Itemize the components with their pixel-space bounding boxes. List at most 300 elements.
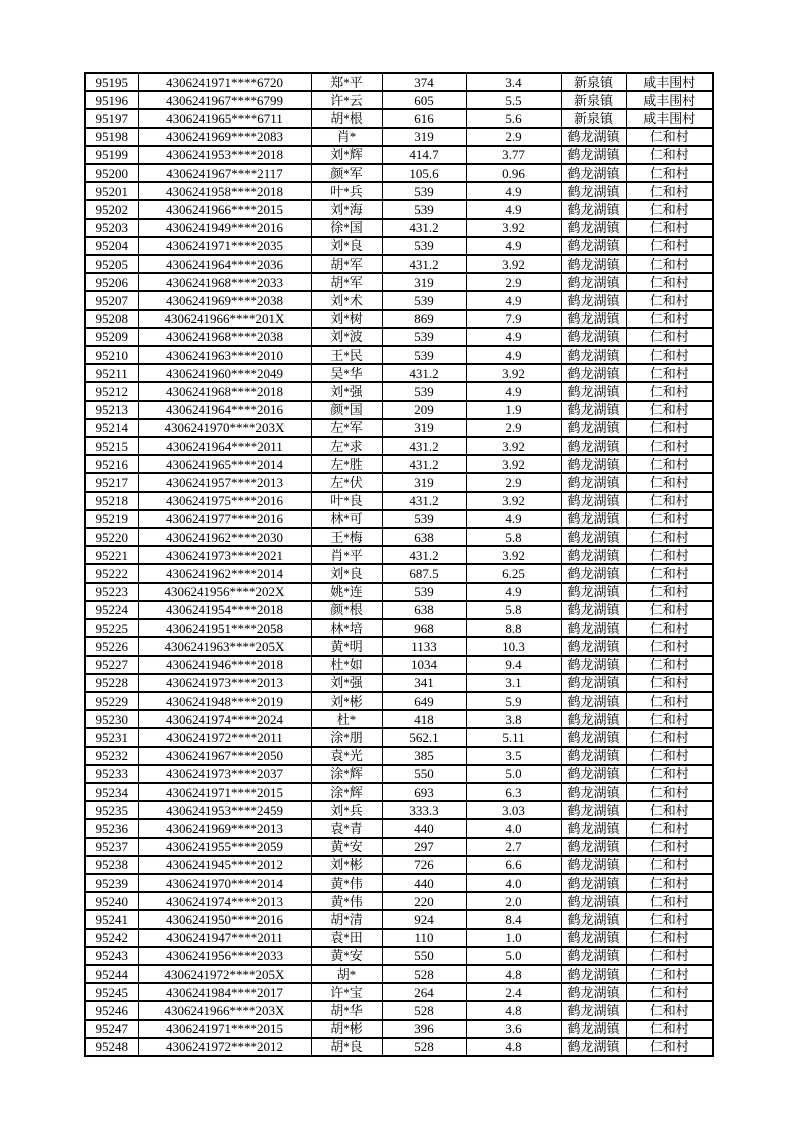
table-cell-serial-number: 95203: [85, 219, 138, 237]
table-cell-amount: 869: [382, 310, 466, 328]
table-cell-village: 仁和村: [626, 200, 713, 218]
table-cell-town: 鹤龙湖镇: [561, 783, 626, 801]
table-cell-masked-id-number: 4306241964****2016: [138, 401, 311, 419]
table-cell-masked-id-number: 4306241965****2014: [138, 455, 311, 473]
table-cell-village: 仁和村: [626, 364, 713, 382]
table-cell-village: 仁和村: [626, 637, 713, 655]
table-row: [85, 255, 713, 273]
table-cell-amount: 539: [382, 200, 466, 218]
roster-table-body: [85, 73, 713, 1056]
table-row: [85, 291, 713, 309]
table-cell-serial-number: 95197: [85, 109, 138, 127]
table-cell-village: 仁和村: [626, 401, 713, 419]
table-row: [85, 346, 713, 364]
table-cell-secondary-amount: 4.9: [466, 291, 561, 309]
table-cell-town: 新泉镇: [561, 91, 626, 109]
table-cell-masked-name: 胡*军: [311, 255, 382, 273]
table-cell-amount: 385: [382, 747, 466, 765]
table-cell-secondary-amount: 1.0: [466, 929, 561, 947]
table-cell-masked-name: 刘*术: [311, 291, 382, 309]
table-cell-town: 鹤龙湖镇: [561, 983, 626, 1001]
table-cell-masked-name: 胡*根: [311, 109, 382, 127]
table-cell-town: 鹤龙湖镇: [561, 200, 626, 218]
table-cell-masked-name: 胡*彬: [311, 1020, 382, 1038]
table-cell-town: 鹤龙湖镇: [561, 1038, 626, 1056]
table-row: [85, 1020, 713, 1038]
table-cell-town: 鹤龙湖镇: [561, 965, 626, 983]
table-cell-town: 鹤龙湖镇: [561, 838, 626, 856]
table-cell-secondary-amount: 3.77: [466, 146, 561, 164]
table-cell-town: 鹤龙湖镇: [561, 765, 626, 783]
table-cell-village: 仁和村: [626, 892, 713, 910]
table-cell-serial-number: 95201: [85, 182, 138, 200]
table-cell-town: 鹤龙湖镇: [561, 510, 626, 528]
table-cell-serial-number: 95213: [85, 401, 138, 419]
table-cell-masked-id-number: 4306241955****2059: [138, 838, 311, 856]
table-cell-masked-name: 颜*国: [311, 401, 382, 419]
table-cell-town: 鹤龙湖镇: [561, 747, 626, 765]
table-cell-secondary-amount: 6.6: [466, 856, 561, 874]
table-cell-town: 鹤龙湖镇: [561, 692, 626, 710]
table-cell-amount: 220: [382, 892, 466, 910]
table-cell-secondary-amount: 9.4: [466, 656, 561, 674]
table-cell-masked-id-number: 4306241968****2038: [138, 328, 311, 346]
table-cell-secondary-amount: 5.5: [466, 91, 561, 109]
table-cell-masked-id-number: 4306241977****2016: [138, 510, 311, 528]
table-cell-masked-name: 姚*连: [311, 583, 382, 601]
table-cell-masked-id-number: 4306241971****2015: [138, 1020, 311, 1038]
table-cell-serial-number: 95219: [85, 510, 138, 528]
table-row: [85, 838, 713, 856]
table-cell-town: 新泉镇: [561, 73, 626, 91]
table-cell-village: 仁和村: [626, 583, 713, 601]
table-cell-masked-id-number: 4306241972****2012: [138, 1038, 311, 1056]
table-cell-masked-name: 左*军: [311, 419, 382, 437]
table-row: [85, 564, 713, 582]
table-cell-serial-number: 95230: [85, 710, 138, 728]
table-cell-secondary-amount: 4.9: [466, 328, 561, 346]
table-cell-masked-id-number: 4306241965****6711: [138, 109, 311, 127]
table-cell-serial-number: 95244: [85, 965, 138, 983]
table-cell-masked-name: 刘*强: [311, 382, 382, 400]
table-cell-town: 鹤龙湖镇: [561, 1001, 626, 1019]
table-cell-town: 鹤龙湖镇: [561, 182, 626, 200]
table-cell-secondary-amount: 2.0: [466, 892, 561, 910]
table-cell-masked-id-number: 4306241950****2016: [138, 910, 311, 928]
table-row: [85, 874, 713, 892]
table-cell-village: 仁和村: [626, 1001, 713, 1019]
table-cell-town: 鹤龙湖镇: [561, 273, 626, 291]
table-cell-village: 仁和村: [626, 182, 713, 200]
table-cell-masked-name: 叶*良: [311, 492, 382, 510]
table-cell-secondary-amount: 2.9: [466, 473, 561, 491]
table-cell-serial-number: 95206: [85, 273, 138, 291]
table-cell-masked-id-number: 4306241973****2037: [138, 765, 311, 783]
table-row: [85, 910, 713, 928]
table-cell-town: 新泉镇: [561, 109, 626, 127]
table-cell-secondary-amount: 3.92: [466, 546, 561, 564]
table-cell-serial-number: 95199: [85, 146, 138, 164]
table-cell-masked-id-number: 4306241971****6720: [138, 73, 311, 91]
table-cell-amount: 968: [382, 619, 466, 637]
table-cell-village: 仁和村: [626, 273, 713, 291]
table-cell-masked-id-number: 4306241972****2011: [138, 728, 311, 746]
table-cell-serial-number: 95240: [85, 892, 138, 910]
table-cell-amount: 539: [382, 346, 466, 364]
table-row: [85, 310, 713, 328]
table-cell-amount: 431.2: [382, 437, 466, 455]
table-cell-town: 鹤龙湖镇: [561, 255, 626, 273]
table-cell-amount: 431.2: [382, 255, 466, 273]
table-cell-serial-number: 95226: [85, 637, 138, 655]
table-cell-village: 仁和村: [626, 874, 713, 892]
table-row: [85, 819, 713, 837]
table-cell-secondary-amount: 2.9: [466, 128, 561, 146]
table-cell-secondary-amount: 4.8: [466, 1001, 561, 1019]
table-cell-masked-id-number: 4306241960****2049: [138, 364, 311, 382]
table-row: [85, 91, 713, 109]
table-cell-secondary-amount: 8.4: [466, 910, 561, 928]
table-cell-town: 鹤龙湖镇: [561, 801, 626, 819]
table-cell-village: 仁和村: [626, 346, 713, 364]
table-cell-secondary-amount: 5.8: [466, 528, 561, 546]
table-cell-masked-id-number: 4306241947****2011: [138, 929, 311, 947]
table-cell-masked-name: 胡*: [311, 965, 382, 983]
table-cell-amount: 539: [382, 583, 466, 601]
table-cell-secondary-amount: 5.0: [466, 765, 561, 783]
table-cell-secondary-amount: 3.1: [466, 674, 561, 692]
table-cell-town: 鹤龙湖镇: [561, 619, 626, 637]
table-cell-masked-name: 涂*辉: [311, 765, 382, 783]
table-cell-town: 鹤龙湖镇: [561, 128, 626, 146]
table-cell-village: 仁和村: [626, 929, 713, 947]
table-cell-secondary-amount: 3.92: [466, 255, 561, 273]
table-cell-town: 鹤龙湖镇: [561, 310, 626, 328]
table-row: [85, 637, 713, 655]
table-cell-town: 鹤龙湖镇: [561, 1020, 626, 1038]
table-cell-secondary-amount: 3.92: [466, 219, 561, 237]
table-row: [85, 728, 713, 746]
table-cell-amount: 418: [382, 710, 466, 728]
table-cell-secondary-amount: 3.92: [466, 364, 561, 382]
table-cell-serial-number: 95228: [85, 674, 138, 692]
table-cell-village: 仁和村: [626, 747, 713, 765]
table-cell-amount: 528: [382, 1001, 466, 1019]
table-cell-village: 仁和村: [626, 710, 713, 728]
table-cell-amount: 605: [382, 91, 466, 109]
table-cell-secondary-amount: 5.9: [466, 692, 561, 710]
table-cell-secondary-amount: 0.96: [466, 164, 561, 182]
table-cell-serial-number: 95209: [85, 328, 138, 346]
table-row: [85, 382, 713, 400]
table-row: [85, 146, 713, 164]
table-cell-masked-name: 林*可: [311, 510, 382, 528]
table-cell-town: 鹤龙湖镇: [561, 219, 626, 237]
table-row: [85, 401, 713, 419]
table-cell-serial-number: 95221: [85, 546, 138, 564]
table-cell-masked-id-number: 4306241962****2014: [138, 564, 311, 582]
table-cell-masked-id-number: 4306241948****2019: [138, 692, 311, 710]
table-cell-masked-name: 刘*良: [311, 237, 382, 255]
table-row: [85, 619, 713, 637]
table-cell-village: 仁和村: [626, 291, 713, 309]
table-cell-amount: 1133: [382, 637, 466, 655]
table-cell-masked-name: 林*培: [311, 619, 382, 637]
table-cell-amount: 374: [382, 73, 466, 91]
table-cell-masked-name: 涂*辉: [311, 783, 382, 801]
table-cell-secondary-amount: 8.8: [466, 619, 561, 637]
table-row: [85, 1001, 713, 1019]
table-cell-serial-number: 95235: [85, 801, 138, 819]
table-cell-village: 仁和村: [626, 219, 713, 237]
table-cell-town: 鹤龙湖镇: [561, 401, 626, 419]
table-cell-masked-name: 袁*田: [311, 929, 382, 947]
table-cell-secondary-amount: 3.4: [466, 73, 561, 91]
table-row: [85, 237, 713, 255]
table-cell-town: 鹤龙湖镇: [561, 237, 626, 255]
table-cell-serial-number: 95229: [85, 692, 138, 710]
table-cell-village: 仁和村: [626, 947, 713, 965]
table-cell-secondary-amount: 3.03: [466, 801, 561, 819]
table-cell-serial-number: 95215: [85, 437, 138, 455]
table-row: [85, 947, 713, 965]
table-cell-amount: 105.6: [382, 164, 466, 182]
table-cell-village: 仁和村: [626, 765, 713, 783]
table-cell-secondary-amount: 4.8: [466, 965, 561, 983]
table-cell-town: 鹤龙湖镇: [561, 146, 626, 164]
table-cell-town: 鹤龙湖镇: [561, 291, 626, 309]
table-cell-amount: 431.2: [382, 455, 466, 473]
table-cell-masked-id-number: 4306241984****2017: [138, 983, 311, 1001]
table-cell-secondary-amount: 4.9: [466, 382, 561, 400]
table-cell-masked-id-number: 4306241958****2018: [138, 182, 311, 200]
table-cell-amount: 539: [382, 382, 466, 400]
table-cell-amount: 297: [382, 838, 466, 856]
table-cell-serial-number: 95205: [85, 255, 138, 273]
table-cell-serial-number: 95246: [85, 1001, 138, 1019]
table-cell-town: 鹤龙湖镇: [561, 856, 626, 874]
table-cell-village: 仁和村: [626, 382, 713, 400]
table-cell-masked-name: 左*伏: [311, 473, 382, 491]
table-cell-amount: 638: [382, 528, 466, 546]
table-row: [85, 765, 713, 783]
table-cell-masked-name: 颜*根: [311, 601, 382, 619]
table-cell-serial-number: 95207: [85, 291, 138, 309]
table-cell-masked-id-number: 4306241945****2012: [138, 856, 311, 874]
table-cell-masked-id-number: 4306241968****2033: [138, 273, 311, 291]
table-cell-town: 鹤龙湖镇: [561, 492, 626, 510]
table-cell-secondary-amount: 3.5: [466, 747, 561, 765]
table-cell-masked-name: 王*民: [311, 346, 382, 364]
table-cell-masked-id-number: 4306241966****201X: [138, 310, 311, 328]
table-cell-masked-name: 许*宝: [311, 983, 382, 1001]
table-cell-masked-name: 刘*强: [311, 674, 382, 692]
table-row: [85, 892, 713, 910]
table-cell-masked-name: 刘*良: [311, 564, 382, 582]
table-cell-amount: 1034: [382, 656, 466, 674]
table-cell-masked-name: 刘*彬: [311, 692, 382, 710]
table-cell-masked-name: 刘*海: [311, 200, 382, 218]
table-cell-masked-id-number: 4306241969****2038: [138, 291, 311, 309]
table-cell-masked-id-number: 4306241951****2058: [138, 619, 311, 637]
table-cell-town: 鹤龙湖镇: [561, 455, 626, 473]
table-cell-secondary-amount: 10.3: [466, 637, 561, 655]
table-cell-town: 鹤龙湖镇: [561, 728, 626, 746]
table-cell-masked-id-number: 4306241971****2015: [138, 783, 311, 801]
table-cell-secondary-amount: 4.9: [466, 583, 561, 601]
table-cell-town: 鹤龙湖镇: [561, 910, 626, 928]
table-cell-town: 鹤龙湖镇: [561, 674, 626, 692]
table-cell-village: 仁和村: [626, 128, 713, 146]
table-cell-masked-name: 黄*安: [311, 947, 382, 965]
table-cell-serial-number: 95227: [85, 656, 138, 674]
table-cell-amount: 264: [382, 983, 466, 1001]
table-cell-amount: 693: [382, 783, 466, 801]
table-cell-amount: 550: [382, 765, 466, 783]
table-cell-secondary-amount: 5.11: [466, 728, 561, 746]
table-cell-secondary-amount: 1.9: [466, 401, 561, 419]
table-row: [85, 528, 713, 546]
table-cell-secondary-amount: 4.9: [466, 237, 561, 255]
roster-table-container: [84, 72, 714, 1057]
table-cell-town: 鹤龙湖镇: [561, 874, 626, 892]
table-cell-town: 鹤龙湖镇: [561, 656, 626, 674]
table-cell-masked-name: 胡*清: [311, 910, 382, 928]
table-cell-masked-id-number: 4306241966****2015: [138, 200, 311, 218]
table-cell-serial-number: 95242: [85, 929, 138, 947]
table-cell-town: 鹤龙湖镇: [561, 382, 626, 400]
table-cell-serial-number: 95195: [85, 73, 138, 91]
table-row: [85, 656, 713, 674]
table-cell-secondary-amount: 5.6: [466, 109, 561, 127]
table-row: [85, 364, 713, 382]
table-cell-village: 仁和村: [626, 237, 713, 255]
table-cell-masked-name: 郑*平: [311, 73, 382, 91]
masked-id-roster-table: [84, 72, 714, 1057]
table-cell-amount: 539: [382, 291, 466, 309]
table-cell-amount: 414.7: [382, 146, 466, 164]
table-cell-town: 鹤龙湖镇: [561, 564, 626, 582]
table-cell-amount: 431.2: [382, 219, 466, 237]
table-cell-masked-id-number: 4306241962****2030: [138, 528, 311, 546]
table-cell-serial-number: 95216: [85, 455, 138, 473]
table-cell-amount: 319: [382, 473, 466, 491]
table-row: [85, 73, 713, 91]
table-cell-serial-number: 95234: [85, 783, 138, 801]
table-cell-serial-number: 95214: [85, 419, 138, 437]
table-cell-serial-number: 95217: [85, 473, 138, 491]
table-cell-secondary-amount: 3.8: [466, 710, 561, 728]
table-cell-village: 咸丰围村: [626, 109, 713, 127]
table-row: [85, 128, 713, 146]
table-cell-masked-name: 左*求: [311, 437, 382, 455]
table-cell-serial-number: 95222: [85, 564, 138, 582]
table-cell-town: 鹤龙湖镇: [561, 528, 626, 546]
table-cell-masked-name: 颜*军: [311, 164, 382, 182]
table-cell-masked-name: 左*胜: [311, 455, 382, 473]
table-cell-masked-name: 肖*: [311, 128, 382, 146]
table-row: [85, 273, 713, 291]
table-row: [85, 601, 713, 619]
table-cell-secondary-amount: 4.0: [466, 874, 561, 892]
table-row: [85, 510, 713, 528]
table-cell-village: 咸丰围村: [626, 91, 713, 109]
table-cell-village: 仁和村: [626, 819, 713, 837]
table-cell-masked-name: 黄*伟: [311, 892, 382, 910]
table-row: [85, 328, 713, 346]
table-cell-masked-name: 涂*朋: [311, 728, 382, 746]
table-row: [85, 983, 713, 1001]
table-cell-village: 仁和村: [626, 473, 713, 491]
table-cell-secondary-amount: 2.9: [466, 419, 561, 437]
table-cell-masked-name: 杜*: [311, 710, 382, 728]
table-cell-serial-number: 95218: [85, 492, 138, 510]
table-cell-serial-number: 95211: [85, 364, 138, 382]
table-cell-village: 仁和村: [626, 619, 713, 637]
table-cell-serial-number: 95239: [85, 874, 138, 892]
table-cell-serial-number: 95238: [85, 856, 138, 874]
table-cell-town: 鹤龙湖镇: [561, 328, 626, 346]
table-cell-serial-number: 95231: [85, 728, 138, 746]
table-cell-serial-number: 95210: [85, 346, 138, 364]
table-row: [85, 164, 713, 182]
table-cell-village: 仁和村: [626, 492, 713, 510]
table-row: [85, 710, 713, 728]
table-cell-masked-name: 袁*青: [311, 819, 382, 837]
table-cell-village: 仁和村: [626, 728, 713, 746]
table-cell-secondary-amount: 4.9: [466, 346, 561, 364]
table-cell-masked-id-number: 4306241963****2010: [138, 346, 311, 364]
table-cell-serial-number: 95233: [85, 765, 138, 783]
table-row: [85, 109, 713, 127]
table-cell-secondary-amount: 3.92: [466, 455, 561, 473]
table-cell-masked-name: 黄*明: [311, 637, 382, 655]
table-cell-town: 鹤龙湖镇: [561, 583, 626, 601]
table-cell-masked-name: 胡*华: [311, 1001, 382, 1019]
table-row: [85, 801, 713, 819]
table-cell-amount: 924: [382, 910, 466, 928]
table-cell-amount: 528: [382, 1038, 466, 1056]
table-cell-masked-name: 叶*兵: [311, 182, 382, 200]
table-cell-town: 鹤龙湖镇: [561, 947, 626, 965]
table-cell-masked-name: 刘*兵: [311, 801, 382, 819]
table-row: [85, 182, 713, 200]
table-cell-amount: 440: [382, 874, 466, 892]
table-cell-masked-id-number: 4306241956****202X: [138, 583, 311, 601]
table-cell-serial-number: 95208: [85, 310, 138, 328]
table-cell-amount: 649: [382, 692, 466, 710]
table-cell-amount: 110: [382, 929, 466, 947]
table-cell-secondary-amount: 4.8: [466, 1038, 561, 1056]
table-cell-serial-number: 95225: [85, 619, 138, 637]
table-cell-amount: 440: [382, 819, 466, 837]
table-cell-masked-id-number: 4306241967****2050: [138, 747, 311, 765]
table-cell-town: 鹤龙湖镇: [561, 419, 626, 437]
table-cell-secondary-amount: 3.6: [466, 1020, 561, 1038]
table-cell-town: 鹤龙湖镇: [561, 929, 626, 947]
table-cell-village: 仁和村: [626, 528, 713, 546]
table-row: [85, 200, 713, 218]
table-cell-masked-name: 许*云: [311, 91, 382, 109]
table-cell-amount: 341: [382, 674, 466, 692]
table-cell-village: 仁和村: [626, 437, 713, 455]
table-cell-secondary-amount: 5.8: [466, 601, 561, 619]
table-cell-serial-number: 95232: [85, 747, 138, 765]
table-row: [85, 692, 713, 710]
table-cell-secondary-amount: 4.0: [466, 819, 561, 837]
table-cell-village: 仁和村: [626, 601, 713, 619]
table-cell-secondary-amount: 4.9: [466, 200, 561, 218]
